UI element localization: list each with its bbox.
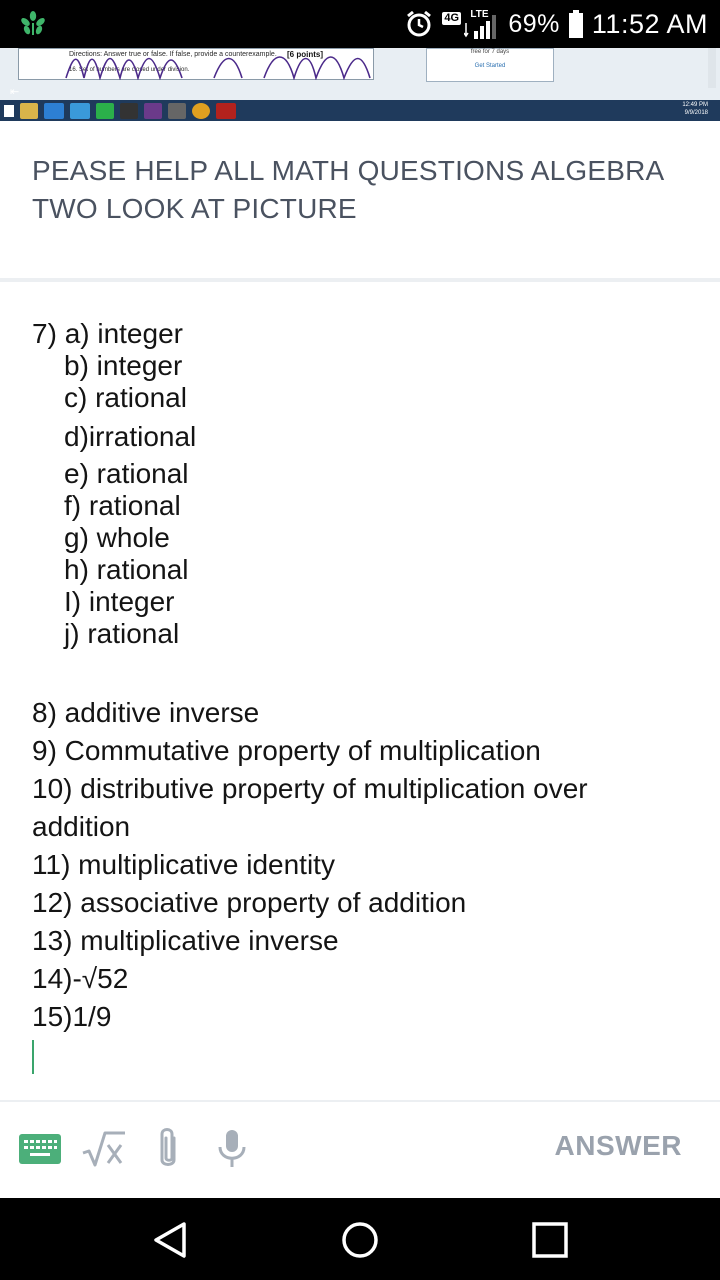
windows-start-icon xyxy=(4,105,14,117)
side-panel-text: free for 7 days xyxy=(470,49,510,55)
handwriting-scribble xyxy=(64,48,384,80)
microphone-icon xyxy=(217,1129,247,1169)
attachment-window xyxy=(0,48,720,100)
answer-line-q15: 15)1/9 xyxy=(32,1001,112,1032)
math-equation-button[interactable] xyxy=(80,1124,128,1174)
back-icon[interactable] xyxy=(148,1218,192,1262)
onedrive-icon xyxy=(70,103,90,119)
attachment-back-arrow: ⇤ xyxy=(10,86,20,98)
answer-line-q7d: d)irrational xyxy=(64,421,197,452)
answer-line-q7b: b) integer xyxy=(64,350,183,381)
media-app-icon xyxy=(144,103,162,119)
answer-line-q11: 11) multiplicative identity xyxy=(32,849,335,880)
taskbar-icons xyxy=(4,102,236,119)
q7-item: a) integer xyxy=(64,318,183,349)
battery-icon xyxy=(568,10,584,38)
question-text: PEASE HELP ALL MATH QUESTIONS ALGEBRA TWO LOOK AT PICTURE xyxy=(32,155,663,224)
attachment-scrollbar xyxy=(708,48,716,88)
answer-line-q12: 12) associative property of addition xyxy=(32,887,467,918)
answer-line-q7j: j) rational xyxy=(64,618,180,649)
answer-line-q9: 9) Commutative property of multiplication xyxy=(32,735,541,766)
answer-line-q14: 14)-√52 xyxy=(32,963,129,994)
recents-icon[interactable] xyxy=(528,1218,572,1262)
attachment-side-panel xyxy=(426,48,554,82)
side-panel-link: Get Started xyxy=(474,63,506,69)
status-clock: 11:52 AM xyxy=(591,8,708,39)
network-type: LTE xyxy=(470,9,489,20)
answer-line-q10-cont: addition xyxy=(32,811,131,842)
answer-line-q10: 10) distributive property of multiplication over xyxy=(32,773,588,804)
text-cursor xyxy=(32,1040,34,1074)
windows-taskbar xyxy=(0,100,720,121)
section-divider xyxy=(0,278,720,282)
sqrt-icon xyxy=(81,1129,127,1169)
voice-input-button[interactable] xyxy=(212,1124,252,1174)
keyboard-icon xyxy=(19,1134,61,1164)
home-icon[interactable] xyxy=(338,1218,382,1262)
attachment-line-2: 16. Set of numbers are closed under division. xyxy=(69,67,190,73)
answer-submit-button[interactable]: ANSWER xyxy=(554,1130,682,1161)
answer-line-q7a xyxy=(32,318,692,350)
taskbar-date: 9/9/2018 xyxy=(684,110,708,116)
attach-file-button[interactable] xyxy=(150,1124,186,1174)
edge-browser-icon xyxy=(44,103,64,119)
paragraph-gap xyxy=(32,650,692,694)
question-attachment-image[interactable] xyxy=(0,48,720,121)
answer-line-q7f: f) rational xyxy=(64,490,181,521)
alarm-icon xyxy=(404,9,434,39)
app-notification-icon xyxy=(18,9,48,39)
q7-prefix: 7) xyxy=(32,318,57,349)
network-badge: 4G xyxy=(444,12,460,24)
answer-editor[interactable] xyxy=(32,318,692,1074)
composer-toolbar xyxy=(0,1102,720,1198)
keyboard-button[interactable] xyxy=(18,1124,62,1174)
answer-line-q8: 8) additive inverse xyxy=(32,697,260,728)
store-icon xyxy=(96,103,114,119)
acrobat-icon xyxy=(216,103,236,119)
answer-line-q7h: h) rational xyxy=(64,554,189,585)
taskbar-time: 12:49 PM xyxy=(682,102,708,108)
status-bar xyxy=(0,0,720,48)
file-explorer-icon xyxy=(20,103,38,119)
video-app-icon xyxy=(168,103,186,119)
android-nav-bar xyxy=(0,1198,720,1280)
amazon-icon xyxy=(120,103,138,119)
answer-line-q7g: g) whole xyxy=(64,522,170,553)
answer-line-q7i: I) integer xyxy=(64,586,175,617)
paperclip-icon xyxy=(155,1126,181,1172)
chrome-icon xyxy=(192,103,210,119)
battery-percent: 69% xyxy=(508,9,560,38)
attachment-points: [6 points] xyxy=(287,50,323,59)
network-indicator xyxy=(442,9,500,39)
taskbar-clock xyxy=(682,101,708,117)
answer-line-q13: 13) multiplicative inverse xyxy=(32,925,339,956)
signal-icon xyxy=(464,15,500,39)
attachment-directions: Directions: Answer true or false. If false, provide a counterexample. xyxy=(69,51,277,58)
answer-line-q7c: c) rational xyxy=(64,382,187,413)
answer-line-q7e: e) rational xyxy=(64,458,189,489)
